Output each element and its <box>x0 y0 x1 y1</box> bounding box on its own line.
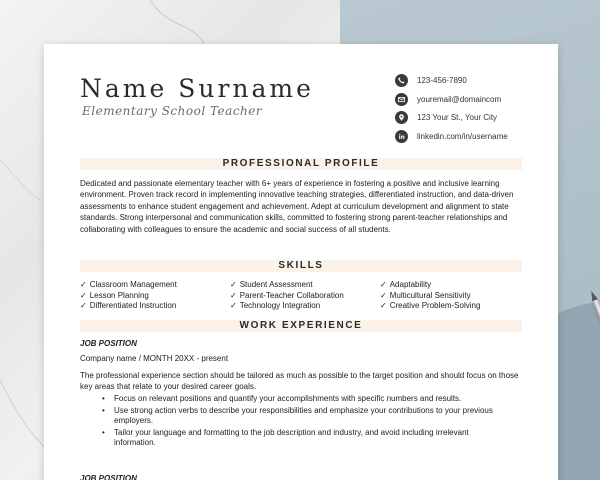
job-position-next: JOB POSITION <box>80 474 137 480</box>
section-header-experience: WORK EXPERIENCE <box>80 320 522 332</box>
skill-item: ✓ Differentiated Instruction <box>80 301 177 311</box>
job-position: JOB POSITION <box>80 339 137 348</box>
check-icon: ✓ <box>80 280 87 289</box>
skill-item: ✓ Adaptability <box>380 280 432 289</box>
check-icon: ✓ <box>380 280 387 289</box>
email-text: youremail@domaincom <box>417 94 502 104</box>
job-description: The professional experience section should be tailored as much as possible to the target position and should focus on those key areas that relate to your desired career goals. <box>80 371 519 392</box>
section-header-skills: SKILLS <box>80 260 522 272</box>
contact-address <box>395 108 555 127</box>
skill-item: ✓ Parent-Teacher Collaboration <box>230 290 344 300</box>
skill-item: ✓ Multicultural Sensitivity <box>380 290 471 300</box>
check-icon: ✓ <box>80 290 87 300</box>
check-icon: ✓ <box>230 301 237 311</box>
envelope-icon <box>395 93 408 106</box>
list-item: • Tailor your language and formatting to the job description and industry, and avoid including irrelevant information. <box>102 428 512 449</box>
address-text: 123 Your St., Your City <box>417 113 498 123</box>
resume-name: Name Surname <box>80 74 314 103</box>
phone-icon <box>395 74 408 87</box>
check-icon: ✓ <box>230 290 237 300</box>
list-item: • Focus on relevant positions and quantify your accomplishments with specific numbers and results. <box>102 394 512 405</box>
linkedin-icon <box>395 130 408 143</box>
company-line: Company name / MONTH 20XX - present <box>80 354 229 363</box>
contact-linkedin <box>395 127 555 146</box>
skill-item: ✓ Classroom Management <box>80 280 177 289</box>
check-icon: ✓ <box>230 280 237 289</box>
skill-item: ✓ Creative Problem-Solving <box>380 301 481 311</box>
phone-text: 123-456-7890 <box>417 75 467 85</box>
check-icon: ✓ <box>80 301 87 311</box>
check-icon: ✓ <box>380 301 387 311</box>
resume-paper <box>44 44 558 480</box>
location-pin-icon <box>395 111 408 124</box>
skills-grid <box>80 280 530 312</box>
profile-paragraph: Dedicated and passionate elementary teacher with 6+ years of experience in fostering a positive and inclusive learning environment. Proven track record in implementing innovative teaching strategies, differentiated instruction, and data-driven assessments to enhance student engagement and achievement. Adept at curriculum development and alignment to state standards. Strong interpersonal and communication skills, committed to fostering strong parent-teacher relationships and collaborating with colleagues to ensure the academic and social success of all students. <box>80 179 514 234</box>
contact-email <box>395 90 555 109</box>
skill-item: ✓ Student Assessment <box>230 280 313 289</box>
skill-item: ✓ Lesson Planning <box>80 290 149 300</box>
skill-item: ✓ Technology Integration <box>230 301 321 311</box>
linkedin-text: linkedin.com/in/username <box>417 131 508 141</box>
resume-job-title: Elementary School Teacher <box>82 104 263 118</box>
check-icon: ✓ <box>380 290 387 300</box>
contact-list <box>395 71 555 146</box>
list-item: • Use strong action verbs to describe your responsibilities and emphasize your contributions to your previous employers. <box>102 406 512 427</box>
job-bullet-list <box>102 394 512 450</box>
contact-phone <box>395 71 555 90</box>
section-header-profile: PROFESSIONAL PROFILE <box>80 158 522 170</box>
